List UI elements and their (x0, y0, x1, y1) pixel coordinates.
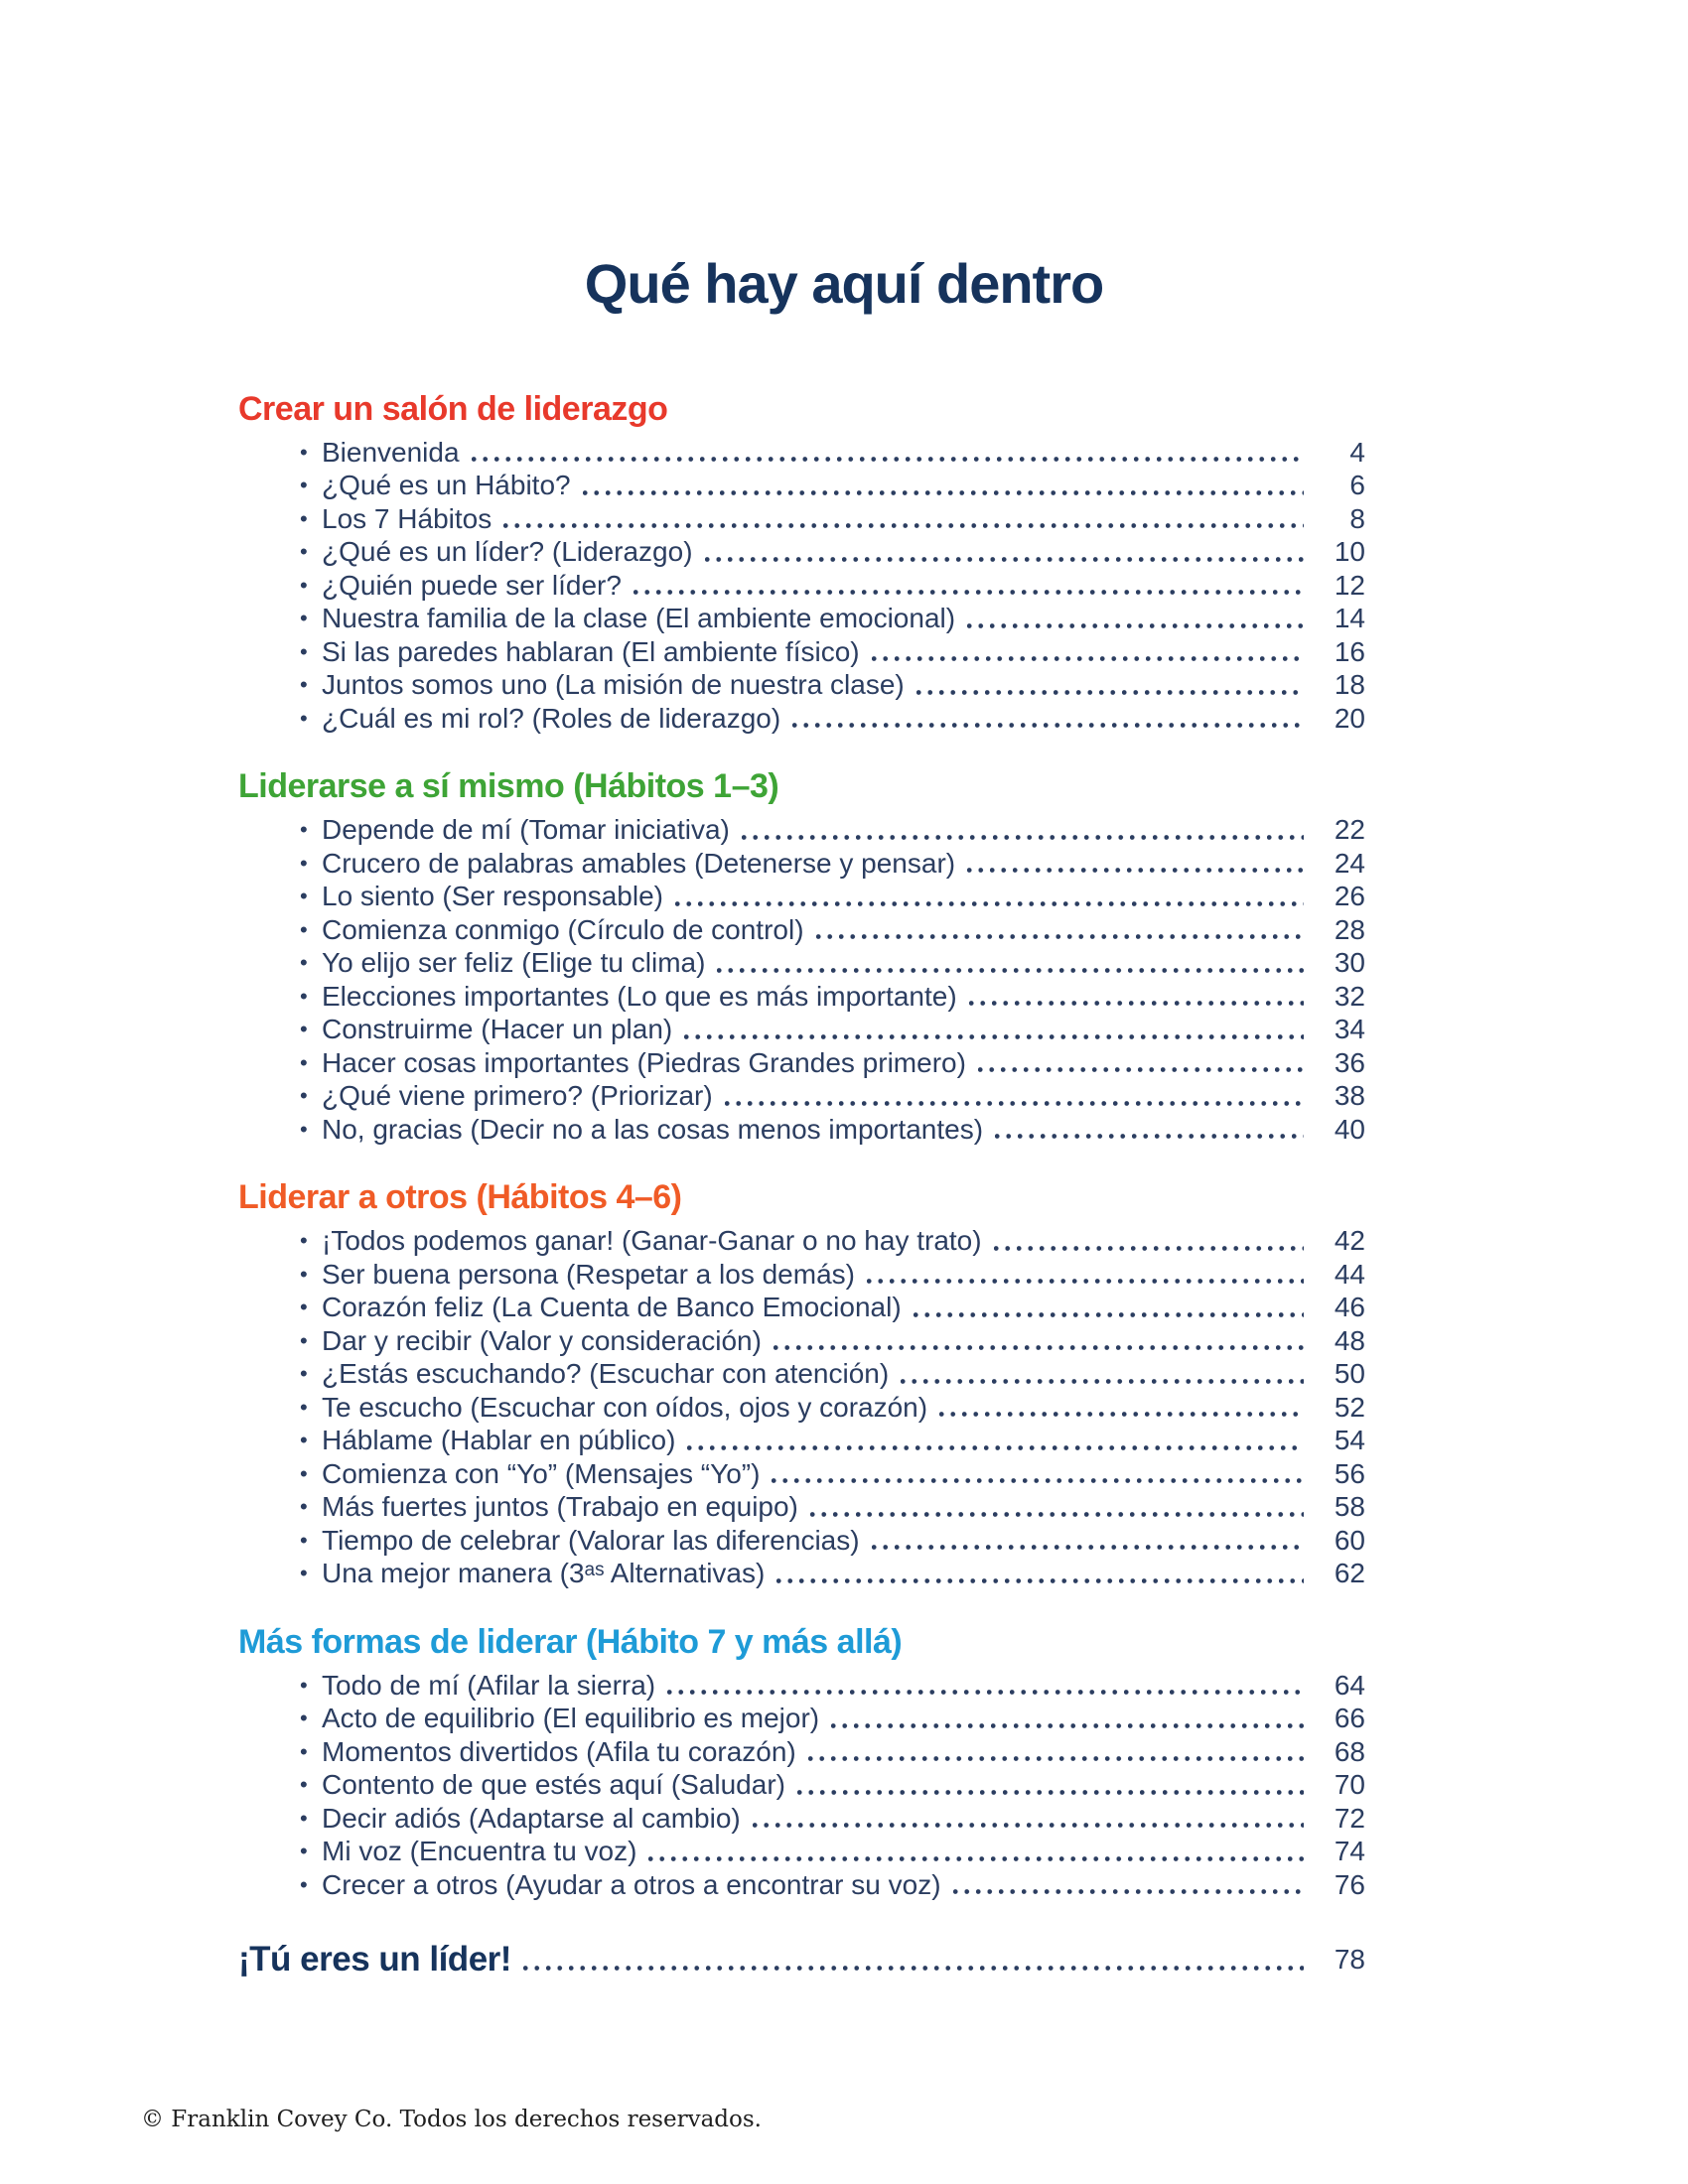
dot-leader (978, 1065, 1304, 1074)
toc-entry[interactable] (238, 1557, 1365, 1590)
dot-leader (753, 1821, 1304, 1830)
toc-entry-page: 40 (1334, 1113, 1365, 1145)
toc-entry-label: Si las paredes hablaran (El ambiente físico) (322, 635, 860, 667)
toc-entry-label: ¿Quién puede ser líder? (322, 569, 622, 601)
toc-entry-label: Crucero de palabras amables (Detenerse y pensar) (322, 847, 956, 879)
toc-section (238, 766, 1365, 1146)
bullet-icon: • (300, 1428, 308, 1453)
dot-leader (872, 654, 1304, 663)
toc-entry-label: Los 7 Hábitos (322, 502, 492, 534)
toc-entry[interactable] (238, 913, 1365, 947)
dot-leader (939, 1410, 1304, 1419)
bullet-icon: • (300, 705, 308, 731)
toc-entry-page: 44 (1334, 1258, 1365, 1290)
dot-leader (994, 1244, 1304, 1253)
toc-entry-page: 26 (1334, 881, 1365, 912)
dot-leader (772, 1476, 1304, 1485)
bullet-icon: • (300, 1017, 308, 1042)
dot-leader (667, 1688, 1304, 1697)
toc-entry[interactable] (238, 469, 1365, 502)
toc-entry[interactable] (238, 1113, 1365, 1147)
toc-entry[interactable] (238, 1802, 1365, 1836)
toc-entry-label: Lo siento (Ser responsable) (322, 881, 663, 912)
toc-entry-page: 66 (1334, 1703, 1365, 1734)
toc-entry-page: 58 (1334, 1491, 1365, 1523)
toc-entry-label: Ser buena persona (Respetar a los demás) (322, 1258, 855, 1290)
dot-leader (583, 488, 1304, 497)
toc-entry-label: Construirme (Hacer un plan) (322, 1014, 673, 1045)
toc-entry-label: ¿Estás escuchando? (Escuchar con atención) (322, 1358, 890, 1390)
bullet-icon: • (300, 672, 308, 698)
section-entry-list (238, 436, 1365, 736)
bullet-icon: • (300, 1228, 308, 1254)
dot-leader (914, 1310, 1304, 1319)
dot-leader (969, 999, 1304, 1008)
toc-entry-label: ¡Todos podemos ganar! (Ganar-Ganar o no hay trato) (322, 1225, 982, 1257)
dot-leader (967, 866, 1304, 875)
bullet-icon: • (300, 1805, 308, 1831)
dot-leader (953, 1887, 1304, 1896)
toc-section (238, 389, 1365, 736)
bullet-icon: • (300, 572, 308, 598)
toc-entry[interactable] (238, 1079, 1365, 1113)
toc-entry-label: Yo elijo ser feliz (Elige tu clima) (322, 947, 706, 979)
toc-entry-label: Mi voz (Encuentra tu voz) (322, 1836, 637, 1867)
bullet-icon: • (300, 850, 308, 876)
bullet-icon: • (300, 1738, 308, 1764)
dot-leader (808, 1754, 1304, 1763)
toc-entry-page: 50 (1334, 1358, 1365, 1390)
dot-leader (742, 833, 1304, 842)
bullet-icon: • (300, 1394, 308, 1420)
bullet-icon: • (300, 606, 308, 631)
toc-entry-label: Háblame (Hablar en público) (322, 1425, 676, 1456)
toc-entry[interactable] (238, 1391, 1365, 1425)
toc-entry-label: Contento de que estés aquí (Saludar) (322, 1769, 785, 1801)
toc-entry-label: Nuestra familia de la clase (El ambiente emocional) (322, 603, 956, 634)
toc-entry[interactable] (238, 847, 1365, 881)
toc-entry[interactable] (238, 1424, 1365, 1457)
dot-leader (503, 521, 1304, 530)
toc-entry-label: Comienza conmigo (Círculo de control) (322, 913, 804, 945)
bullet-icon: • (300, 1706, 308, 1731)
toc-entry-page: 10 (1334, 536, 1365, 568)
toc-entry[interactable] (238, 1013, 1365, 1046)
bullet-icon: • (300, 1561, 308, 1586)
toc-entry-page: 16 (1334, 635, 1365, 667)
bullet-icon: • (300, 1327, 308, 1353)
toc-entry-label: ¿Qué es un Hábito? (322, 470, 571, 501)
bullet-icon: • (300, 884, 308, 909)
dot-leader (867, 1277, 1304, 1286)
dot-leader (967, 621, 1304, 630)
dot-leader (717, 966, 1304, 975)
toc-entry-page: 48 (1334, 1324, 1365, 1356)
toc-entry[interactable] (238, 1490, 1365, 1524)
dot-leader (523, 1964, 1304, 1973)
bullet-icon: • (300, 817, 308, 843)
bullet-icon: • (300, 916, 308, 942)
bullet-icon: • (300, 1772, 308, 1798)
toc-entry[interactable] (238, 1835, 1365, 1868)
toc-entry-page: 60 (1334, 1524, 1365, 1556)
toc-entry-page: 4 (1349, 436, 1365, 468)
dot-leader (776, 1576, 1304, 1585)
toc-entry-page: 42 (1334, 1225, 1365, 1257)
bullet-icon: • (300, 1871, 308, 1897)
toc-entry-page: 20 (1334, 702, 1365, 734)
bullet-icon: • (300, 1295, 308, 1320)
toc-entry-page: 8 (1349, 502, 1365, 534)
toc-entry-label: Decir adiós (Adaptarse al cambio) (322, 1802, 741, 1834)
toc-entry[interactable] (238, 1669, 1365, 1703)
section-entry-list (238, 1669, 1365, 1902)
bullet-icon: • (300, 1361, 308, 1387)
bullet-icon: • (300, 473, 308, 498)
toc-entry-page: 36 (1334, 1046, 1365, 1078)
dot-leader (725, 1099, 1304, 1108)
toc-entry[interactable] (238, 1524, 1365, 1558)
toc-entry-page: 30 (1334, 947, 1365, 979)
toc-entry-page: 72 (1334, 1802, 1365, 1834)
toc-entry-page: 12 (1334, 569, 1365, 601)
final-entry-label: ¡Tú eres un líder! (238, 1940, 511, 1979)
toc-entry-label: Comienza con “Yo” (Mensajes “Yo”) (322, 1457, 761, 1489)
toc-entry-label: Acto de equilibrio (El equilibrio es mejor) (322, 1703, 820, 1734)
toc-entry-label: Bienvenida (322, 436, 460, 468)
toc-entry-label: Todo de mí (Afilar la sierra) (322, 1669, 656, 1701)
bullet-icon: • (300, 539, 308, 565)
dot-leader (995, 1132, 1304, 1141)
toc-entry-page: 62 (1334, 1558, 1365, 1589)
toc-entry-page: 54 (1334, 1425, 1365, 1456)
toc-entry[interactable] (238, 1702, 1365, 1735)
bullet-icon: • (300, 1083, 308, 1109)
toc-entry[interactable] (238, 1258, 1365, 1292)
dot-leader (633, 588, 1304, 597)
dot-leader (648, 1854, 1304, 1863)
bullet-icon: • (300, 1261, 308, 1287)
toc-entry-page: 22 (1334, 814, 1365, 846)
bullet-icon: • (300, 983, 308, 1009)
toc-entry-page: 68 (1334, 1735, 1365, 1767)
section-heading: Liderar a otros (Hábitos 4–6) (238, 1178, 682, 1217)
bullet-icon: • (300, 1527, 308, 1553)
toc-entry-page: 46 (1334, 1292, 1365, 1323)
toc-entry-page: 34 (1334, 1014, 1365, 1045)
bullet-icon: • (300, 439, 308, 465)
bullet-icon: • (300, 950, 308, 976)
toc-entry-page: 18 (1334, 669, 1365, 701)
toc-entry-page: 32 (1334, 980, 1365, 1012)
toc-entry[interactable] (238, 946, 1365, 980)
toc-entry[interactable] (238, 1291, 1365, 1324)
final-entry-page: 78 (1334, 1944, 1365, 1976)
dot-leader (684, 1032, 1304, 1041)
dot-leader (831, 1721, 1304, 1730)
dot-leader (901, 1377, 1304, 1386)
bullet-icon: • (300, 1116, 308, 1142)
toc-entry[interactable] (238, 1457, 1365, 1491)
toc-entry[interactable] (238, 569, 1365, 603)
dot-leader (705, 555, 1304, 564)
toc-section (238, 1622, 1365, 1902)
page-title: Qué hay aquí dentro (584, 252, 1104, 315)
dot-leader (472, 455, 1304, 464)
dot-leader (810, 1510, 1304, 1519)
toc-entry-label: Crecer a otros (Ayudar a otros a encontrar su voz) (322, 1868, 941, 1900)
toc-entry[interactable] (238, 602, 1365, 635)
toc-entry[interactable] (238, 535, 1365, 569)
toc-entry-label: ¿Qué es un líder? (Liderazgo) (322, 536, 693, 568)
toc-entry-page: 52 (1334, 1391, 1365, 1423)
toc-entry-label: Hacer cosas importantes (Piedras Grandes primero) (322, 1046, 966, 1078)
toc-entry[interactable] (238, 702, 1365, 736)
toc-entry-page: 24 (1334, 847, 1365, 879)
toc-entry[interactable] (238, 1768, 1365, 1802)
toc-entry-label: Más fuertes juntos (Trabajo en equipo) (322, 1491, 798, 1523)
section-heading: Crear un salón de liderazgo (238, 389, 668, 428)
final-entry[interactable] (238, 1941, 1365, 1979)
toc-entry-label: Depende de mí (Tomar iniciativa) (322, 814, 730, 846)
bullet-icon: • (300, 1460, 308, 1486)
toc-entry-label: Corazón feliz (La Cuenta de Banco Emocional) (322, 1292, 902, 1323)
toc-entry-page: 76 (1334, 1868, 1365, 1900)
toc-entry[interactable] (238, 502, 1365, 536)
toc-entry-label: Momentos divertidos (Afila tu corazón) (322, 1735, 796, 1767)
section-entry-list (238, 1224, 1365, 1590)
dot-leader (816, 932, 1304, 941)
section-heading: Más formas de liderar (Hábito 7 y más allá) (238, 1622, 903, 1661)
dot-leader (675, 899, 1304, 908)
bullet-icon: • (300, 505, 308, 531)
toc-entry-label: ¿Cuál es mi rol? (Roles de liderazgo) (322, 702, 781, 734)
toc-entry-label: Tiempo de celebrar (Valorar las diferencias) (322, 1524, 860, 1556)
toc-entry[interactable] (238, 1046, 1365, 1080)
toc-entry-label: Te escucho (Escuchar con oídos, ojos y corazón) (322, 1391, 928, 1423)
bullet-icon: • (300, 1049, 308, 1075)
dot-leader (797, 1788, 1304, 1797)
toc-entry-page: 56 (1334, 1457, 1365, 1489)
toc-entry[interactable] (238, 1868, 1365, 1902)
dot-leader (872, 1543, 1304, 1552)
toc-entry-label: Elecciones importantes (Lo que es más importante) (322, 980, 957, 1012)
toc-entry[interactable] (238, 880, 1365, 913)
toc-entry-label: No, gracias (Decir no a las cosas menos importantes) (322, 1113, 984, 1145)
toc-entry[interactable] (238, 436, 1365, 470)
toc-entry-label: Juntos somos uno (La misión de nuestra clase) (322, 669, 905, 701)
toc-entry[interactable] (238, 1357, 1365, 1391)
toc-section (238, 1177, 1365, 1590)
toc-entry-page: 6 (1349, 470, 1365, 501)
section-heading: Liderarse a sí mismo (Hábitos 1–3) (238, 767, 779, 806)
bullet-icon: • (300, 1672, 308, 1698)
bullet-icon: • (300, 638, 308, 664)
toc-entry[interactable] (238, 813, 1365, 847)
toc-entry-page: 64 (1334, 1669, 1365, 1701)
dot-leader (774, 1343, 1304, 1352)
toc-entry[interactable] (238, 635, 1365, 669)
section-entry-list (238, 813, 1365, 1146)
toc-entry-page: 14 (1334, 603, 1365, 634)
toc-entry-page: 28 (1334, 913, 1365, 945)
toc-entry-label: ¿Qué viene primero? (Priorizar) (322, 1080, 713, 1112)
copyright-footer: © Franklin Covey Co. Todos los derechos reservados. (141, 2107, 762, 2132)
toc (238, 389, 1365, 1902)
toc-entry-label: Dar y recibir (Valor y consideración) (322, 1324, 762, 1356)
toc-entry-label: Una mejor manera (3ᵃˢ Alternativas) (322, 1558, 766, 1589)
toc-entry[interactable] (238, 1224, 1365, 1258)
toc-entry[interactable] (238, 980, 1365, 1014)
toc-entry-page: 70 (1334, 1769, 1365, 1801)
toc-entry-page: 74 (1334, 1836, 1365, 1867)
bullet-icon: • (300, 1839, 308, 1864)
dot-leader (687, 1443, 1304, 1452)
toc-entry[interactable] (238, 1735, 1365, 1769)
toc-entry-page: 38 (1334, 1080, 1365, 1112)
toc-entry[interactable] (238, 1324, 1365, 1358)
dot-leader (916, 688, 1304, 697)
dot-leader (792, 721, 1304, 730)
toc-entry[interactable] (238, 668, 1365, 702)
bullet-icon: • (300, 1494, 308, 1520)
